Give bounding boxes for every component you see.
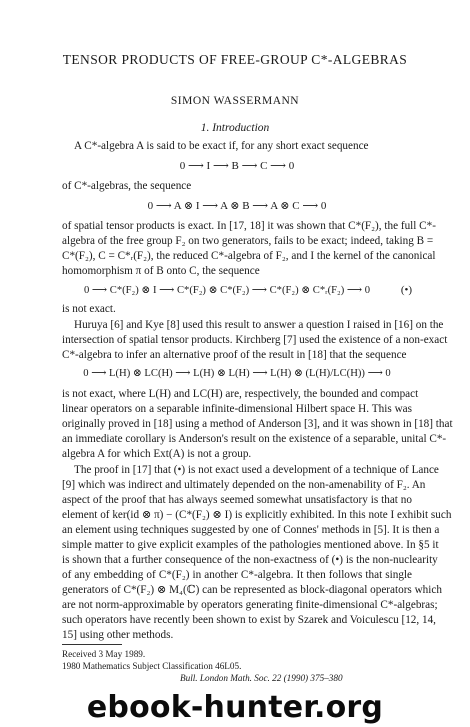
subject-classification: 1980 Mathematics Subject Classification 46L05. (62, 661, 242, 671)
watermark-banner: ebook-hunter.org (86, 690, 384, 725)
body-line: of spatial tensor products is exact. In [17, 18] it was shown that C*(F₂), the full C*- (62, 220, 436, 232)
equation-number: (•) (400, 284, 412, 296)
body-line: are not norm-approximable by operators generating finite-dimensional C*-algebras; (62, 599, 438, 611)
body-line: A C*-algebra A is said to be exact if, for any short exact sequence (74, 140, 369, 152)
body-line: The proof in [17] that (•) is not exact used a development of a technique of Lance (74, 464, 439, 476)
author-name: SIMON WASSERMANN (170, 95, 300, 107)
body-line: C*-algebra to infer an alternative proof of the result in [18] that the sequence (62, 349, 407, 361)
body-line: is not exact, where L(H) and LC(H) are, respectively, the bounded and compact (62, 388, 419, 400)
body-line: algebra A for which Ext(A) is not a group. (62, 448, 252, 460)
received-date: Received 3 May 1989. (62, 649, 146, 659)
body-line: originally proved in [18] using a method of Anderson [3], and it was shown in [18] that (62, 418, 453, 430)
body-line: C*(F₂), C = C*ᵣ(F₂), the reduced C*-algebra of F₂, and I the kernel of the canonical (62, 250, 436, 262)
body-line: is not exact. (62, 303, 116, 315)
body-line: homomorphism π of B onto C, the sequence (62, 265, 260, 277)
body-line: element of ker(id ⊗ π) − (C*(F₂) ⊗ I) is explicitly exhibited. In this note I exhibit such (62, 509, 452, 521)
body-line: [9] which was indirect and ultimately depended on the non-amenability of F₂. An (62, 479, 426, 491)
body-line: is shown that a further consequence of the non-exactness of (•) is the non-nuclearity (62, 554, 438, 566)
body-line: Huruya [6] and Kye [8] used this result to answer a question I raised in [16] on the (74, 319, 444, 331)
body-line: of C*-algebras, the sequence (62, 180, 192, 192)
body-line: such operators have recently been shown to exist by Szarek and Voiculescu [12, 14, (62, 614, 436, 626)
body-line: linear operators on a separable infinite-dimensional Hilbert space H. This was (62, 403, 412, 415)
equation: 0 ⟶ C*(F₂) ⊗ I ⟶ C*(F₂) ⊗ C*(F₂) ⟶ C*(F₂) ⊗ C*ᵣ(F₂) ⟶ 0 (83, 285, 371, 296)
paper-title: TENSOR PRODUCTS OF FREE-GROUP C*-ALGEBRAS (62, 52, 408, 67)
body-line: simple matter to give explicit examples of the pathologies mentioned above. In §5 it (62, 539, 439, 551)
body-line: of any embedding of C*(F₂) in another C*-algebra. It then follows that single (62, 569, 412, 581)
body-line: algebra of the free group F₂ on two generators, fails to be exact; indeed, taking B = (62, 235, 434, 247)
journal-citation: Bull. London Math. Soc. 22 (1990) 375–380 (180, 673, 343, 683)
body-line: aspect of the proof that has always seemed somewhat unsatisfactory is that no (62, 494, 412, 506)
section-heading: 1. Introduction (200, 122, 270, 134)
equation: 0 ⟶ A ⊗ I ⟶ A ⊗ B ⟶ A ⊗ C ⟶ 0 (147, 200, 327, 212)
body-line: generators of C*(F₂) ⊗ M₄(ℂ) can be represented as block-diagonal operators which (62, 584, 442, 596)
body-line: an element using techniques suggested by one of Connes' methods in [5]. It is then a (62, 524, 440, 536)
body-line: an immediate corollary is Anderson's result on the existence of a separable, unital C*- (62, 433, 447, 445)
equation: 0 ⟶ L(H) ⊗ LC(H) ⟶ L(H) ⊗ L(H) ⟶ L(H) ⊗ (L(H)/LC(H)) ⟶ 0 (83, 368, 391, 379)
footnote-rule (62, 644, 122, 645)
body-line: 15] using other methods. (62, 629, 174, 641)
equation: 0 ⟶ I ⟶ B ⟶ C ⟶ 0 (179, 160, 295, 172)
body-line: intersection of spatial tensor products. Kirchberg [7] used the existence of a non-exact (62, 334, 448, 346)
